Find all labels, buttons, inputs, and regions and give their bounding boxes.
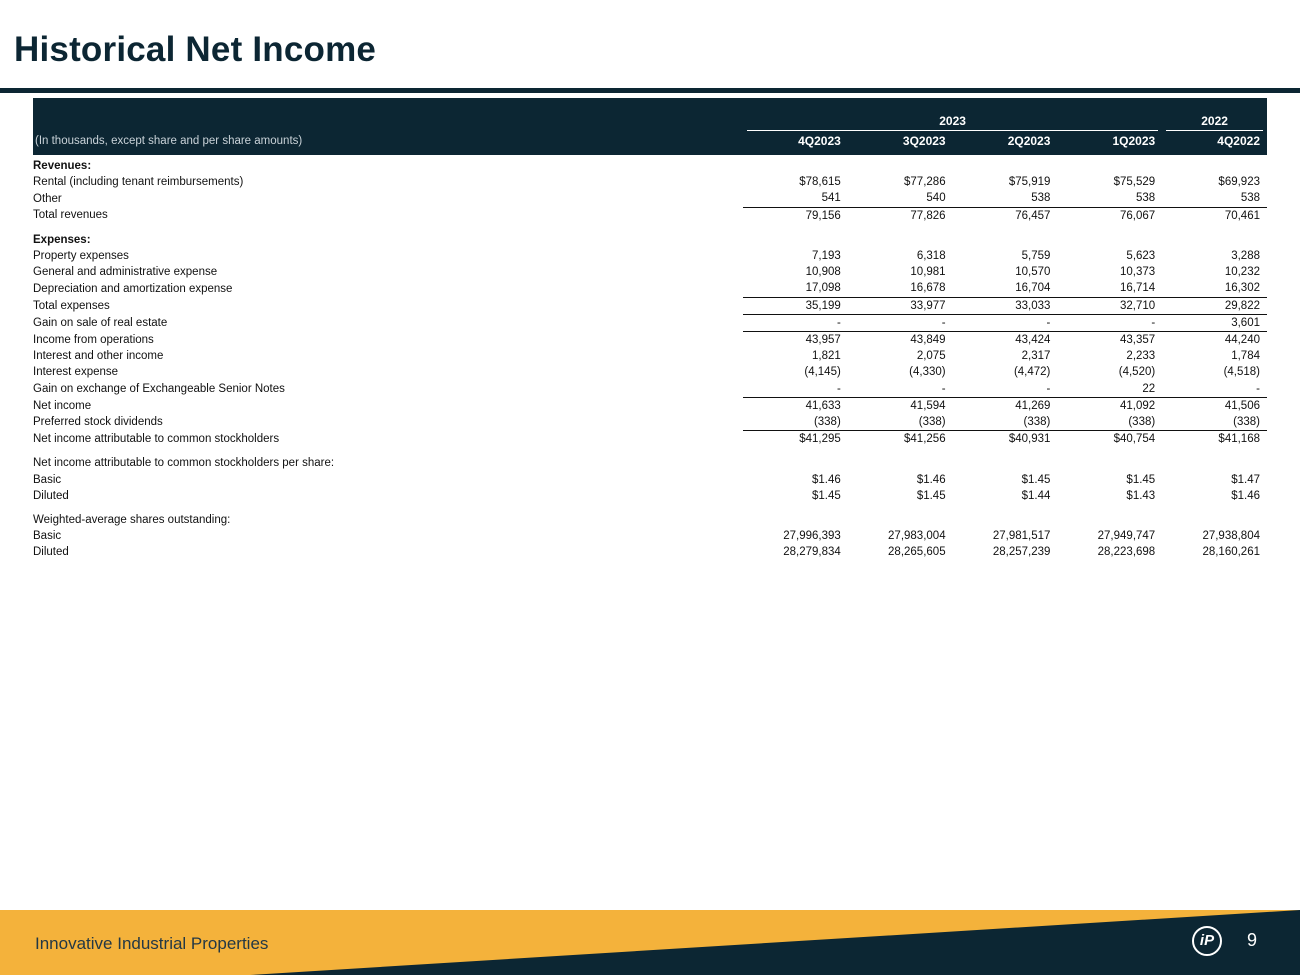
- table-row: Rental (including tenant reimbursements) $78,615 $77,286 $75,919 $75,529 $69,923: [33, 176, 1260, 189]
- page-title: Historical Net Income: [14, 30, 377, 69]
- table-row: Depreciation and amortization expense 17,098 16,678 16,704 16,714 16,302: [33, 282, 1260, 295]
- page-number: 9: [1247, 930, 1258, 950]
- table-row: Basic $1.46 $1.46 $1.45 $1.45 $1.47: [33, 473, 1260, 486]
- company-logo-icon: iP: [1192, 926, 1222, 956]
- quarter-header-row: [33, 132, 1267, 150]
- table-row: Diluted $1.45 $1.45 $1.44 $1.43 $1.46: [33, 489, 1260, 502]
- table-row: General and administrative expense 10,908 10,981 10,570 10,373 10,232: [33, 266, 1260, 279]
- section-header-shares: Weighted-average shares outstanding:: [33, 514, 231, 527]
- table-row: Diluted 28,279,834 28,265,605 28,257,239 28,223,698 28,160,261: [33, 546, 1260, 559]
- income-statement-table: [33, 98, 1267, 561]
- table-row: Total revenues 79,156 77,826 76,457 76,067 70,461: [33, 207, 1267, 224]
- table-row: Basic 27,996,393 27,983,004 27,981,517 27,949,747 27,938,804: [33, 530, 1260, 543]
- col-header-1q2023: 1Q2023: [1112, 134, 1156, 148]
- table-row: Preferred stock dividends (338) (338) (338) (338) (338): [33, 416, 1260, 429]
- col-header-4q2023: 4Q2023: [798, 134, 841, 148]
- table-row: Net income 41,633 41,594 41,269 41,092 41,506: [33, 397, 1267, 414]
- table-row: Net income attributable to common stockholders $41,295 $41,256 $40,931 $40,754 $41,168: [33, 431, 1267, 448]
- section-header-per-share: Net income attributable to common stockholders per share:: [33, 457, 335, 470]
- table-row: Income from operations 43,957 43,849 43,424 43,357 44,240: [33, 332, 1267, 349]
- year-2022-header: 2022: [1162, 98, 1267, 132]
- table-row: Interest and other income 1,821 2,075 2,317 2,233 1,784: [33, 350, 1260, 363]
- title-divider: [0, 88, 1300, 93]
- table-row: Property expenses 7,193 6,318 5,759 5,623 3,288: [33, 250, 1260, 263]
- col-header-4q2022: 4Q2022: [1217, 134, 1260, 148]
- footer-company-name: Innovative Industrial Properties: [35, 934, 269, 953]
- col-header-2q2023: 2Q2023: [1007, 134, 1051, 148]
- table-row: Gain on exchange of Exchangeable Senior Notes - - - 22 -: [33, 382, 1260, 395]
- col-header-3q2023: 3Q2023: [902, 134, 946, 148]
- section-header-expenses: Expenses:: [33, 233, 91, 246]
- table-row: Other 541 540 538 538 538: [33, 192, 1260, 205]
- units-label: (In thousands, except share and per share amounts): [35, 135, 303, 147]
- table-row: Total expenses 35,199 33,977 33,033 32,710 29,822: [33, 297, 1267, 314]
- year-2023-header: 2023: [743, 98, 1162, 132]
- table-row: Interest expense (4,145) (4,330) (4,472) (4,520) (4,518): [33, 366, 1260, 379]
- table-row: Gain on sale of real estate - - - - 3,601: [33, 314, 1267, 331]
- year-header-row: [33, 98, 1267, 132]
- section-header-revenues: Revenues:: [33, 160, 92, 172]
